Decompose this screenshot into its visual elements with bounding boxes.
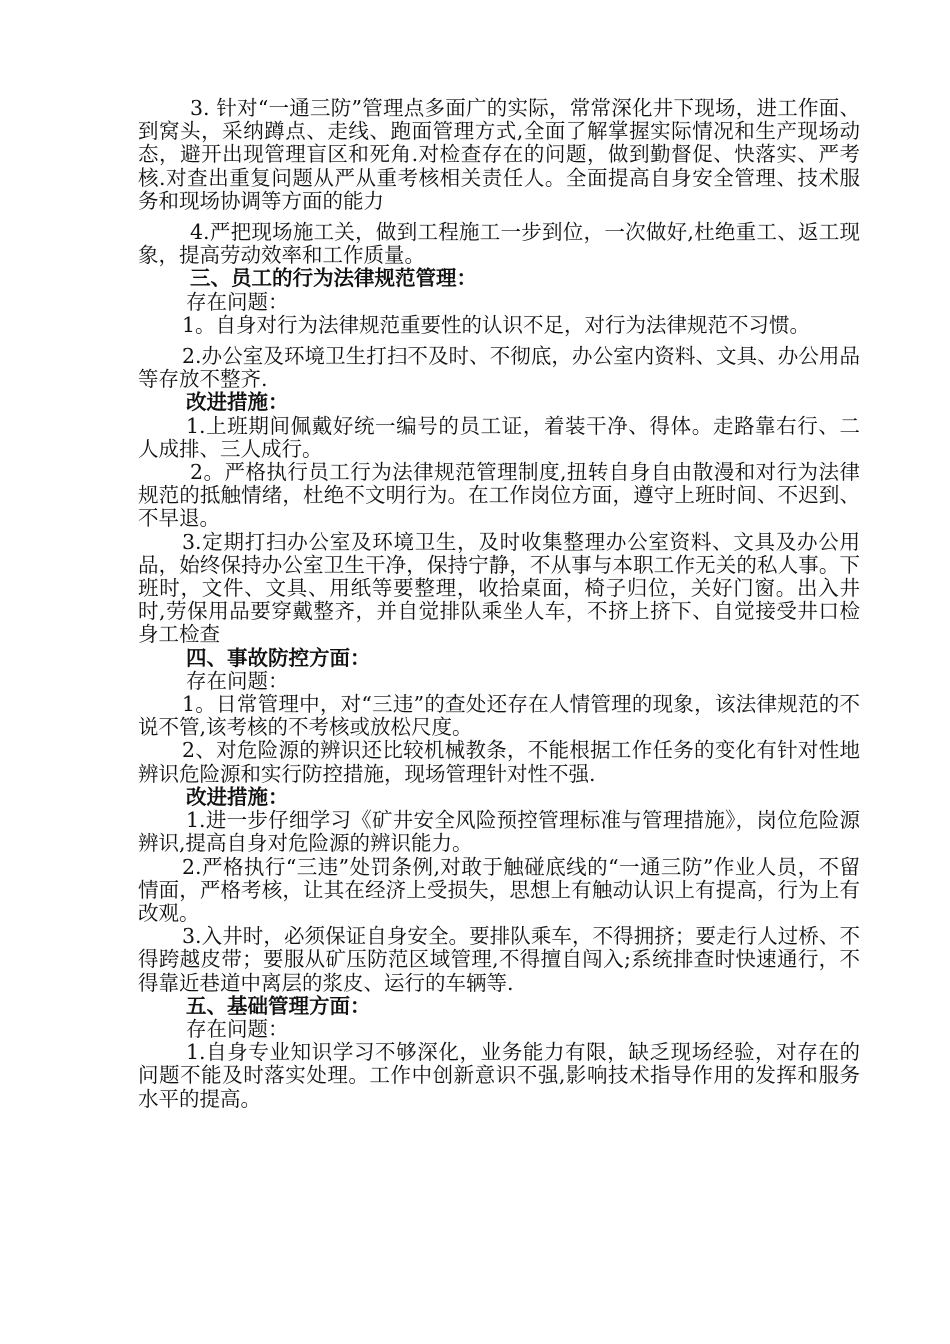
subheading-problems: 存在问题： bbox=[186, 1016, 289, 1041]
paragraph-problem-1: 1.自身专业知识学习不够深化，业务能力有限，缺乏现场经验，对存在的问题不能及时落实处理。工作中创新意识不强,影响技术指导作用的发挥和服务水平的提高。 bbox=[138, 1040, 860, 1111]
paragraph-improvement-2: 2.严格执行“三违”处罚条例,对敢于触碰底线的“一通三防”作业人员，不留情面，严格考核，让其在经济上受损失，思想上有触动认识上有提高，行为上有改观。 bbox=[138, 854, 860, 925]
section-heading-basic-management: 五、基础管理方面： bbox=[186, 993, 371, 1018]
subheading-problems: 存在问题： bbox=[186, 289, 289, 314]
paragraph-improvement-1: 1.进一步仔细学习《矿井安全风险预控管理标准与管理措施》，岗位危险源辨识,提高自身对危险源的辨识能力。 bbox=[138, 808, 860, 856]
paragraph-problem-1: 1。日常管理中，对“三违”的查处还存在人情管理的现象，该法律规范的不说不管,该考核的不考核或放松尺度。 bbox=[138, 692, 860, 740]
paragraph-improvement-1: 1.上班期间佩戴好统一编号的员工证，着装干净、得体。走路靠右行、二人成排、三人成行。 bbox=[138, 413, 860, 461]
paragraph-improvement-2: 2。严格执行员工行为法律规范管理制度,扭转自身自由散漫和对行为法律规范的抵触情绪，杜绝不文明行为。在工作岗位方面，遵守上班时间、不迟到、不早退。 bbox=[138, 460, 860, 531]
subheading-improvements: 改进措施： bbox=[186, 784, 289, 809]
section-heading-accident: 四、事故防控方面： bbox=[186, 645, 371, 670]
subheading-improvements: 改进措施： bbox=[186, 390, 289, 415]
paragraph-measure-4: 4.严把现场施工关，做到工程施工一步到位，一次做好,杜绝重工、返工现象，提高劳动效率和工作质量。 bbox=[138, 220, 860, 268]
paragraph-improvement-3: 3.入井时，必须保证自身安全。要排队乘车，不得拥挤；要走行人过桥、不得跨越皮带；要服从矿压防范区域管理,不得擅自闯入;系统排查时快速通行，不得靠近巷道中离层的浆皮、运行的车辆等. bbox=[138, 924, 860, 995]
paragraph-problem-2: 2.办公室及环境卫生打扫不及时、不彻底，办公室内资料、文具、办公用品等存放不整齐. bbox=[138, 344, 860, 392]
section-heading-behavior: 三、员工的行为法律规范管理： bbox=[190, 266, 477, 291]
paragraph-problem-1: 1。自身对行为法律规范重要性的认识不足，对行为法律规范不习惯。 bbox=[182, 312, 811, 337]
paragraph-measure-3: 3. 针对“一通三防”管理点多面广的实际，常常深化井下现场，进工作面、到窝头，采纳蹲点、走线、跑面管理方式,全面了解掌握实际情况和生产现场动态，避开出现管理盲区和死角.对检查存在的问题，做到勤督促、快落实、严考核.对查出重复问题从严从重考核相关责任人。全面提高自身安全管理、技术服务和现场协调等方面的能力 bbox=[138, 96, 860, 213]
paragraph-problem-2: 2、对危险源的辨识还比较机械教条，不能根据工作任务的变化有针对性地辨识危险源和实行防控措施，现场管理针对性不强. bbox=[138, 738, 860, 786]
paragraph-improvement-3: 3.定期打扫办公室及环境卫生，及时收集整理办公室资料、文具及办公用品，始终保持办公室卫生干净，保持宁静，不从事与本职工作无关的私人事。下班时，文件、文具、用纸等要整理，收拾桌面，椅子归位，关好门窗。出入井时,劳保用品要穿戴整齐，并自觉排队乘坐人车，不挤上挤下、自觉接受井口检身工检查 bbox=[138, 529, 860, 647]
document-page bbox=[138, 97, 860, 1111]
subheading-problems: 存在问题： bbox=[186, 668, 289, 693]
